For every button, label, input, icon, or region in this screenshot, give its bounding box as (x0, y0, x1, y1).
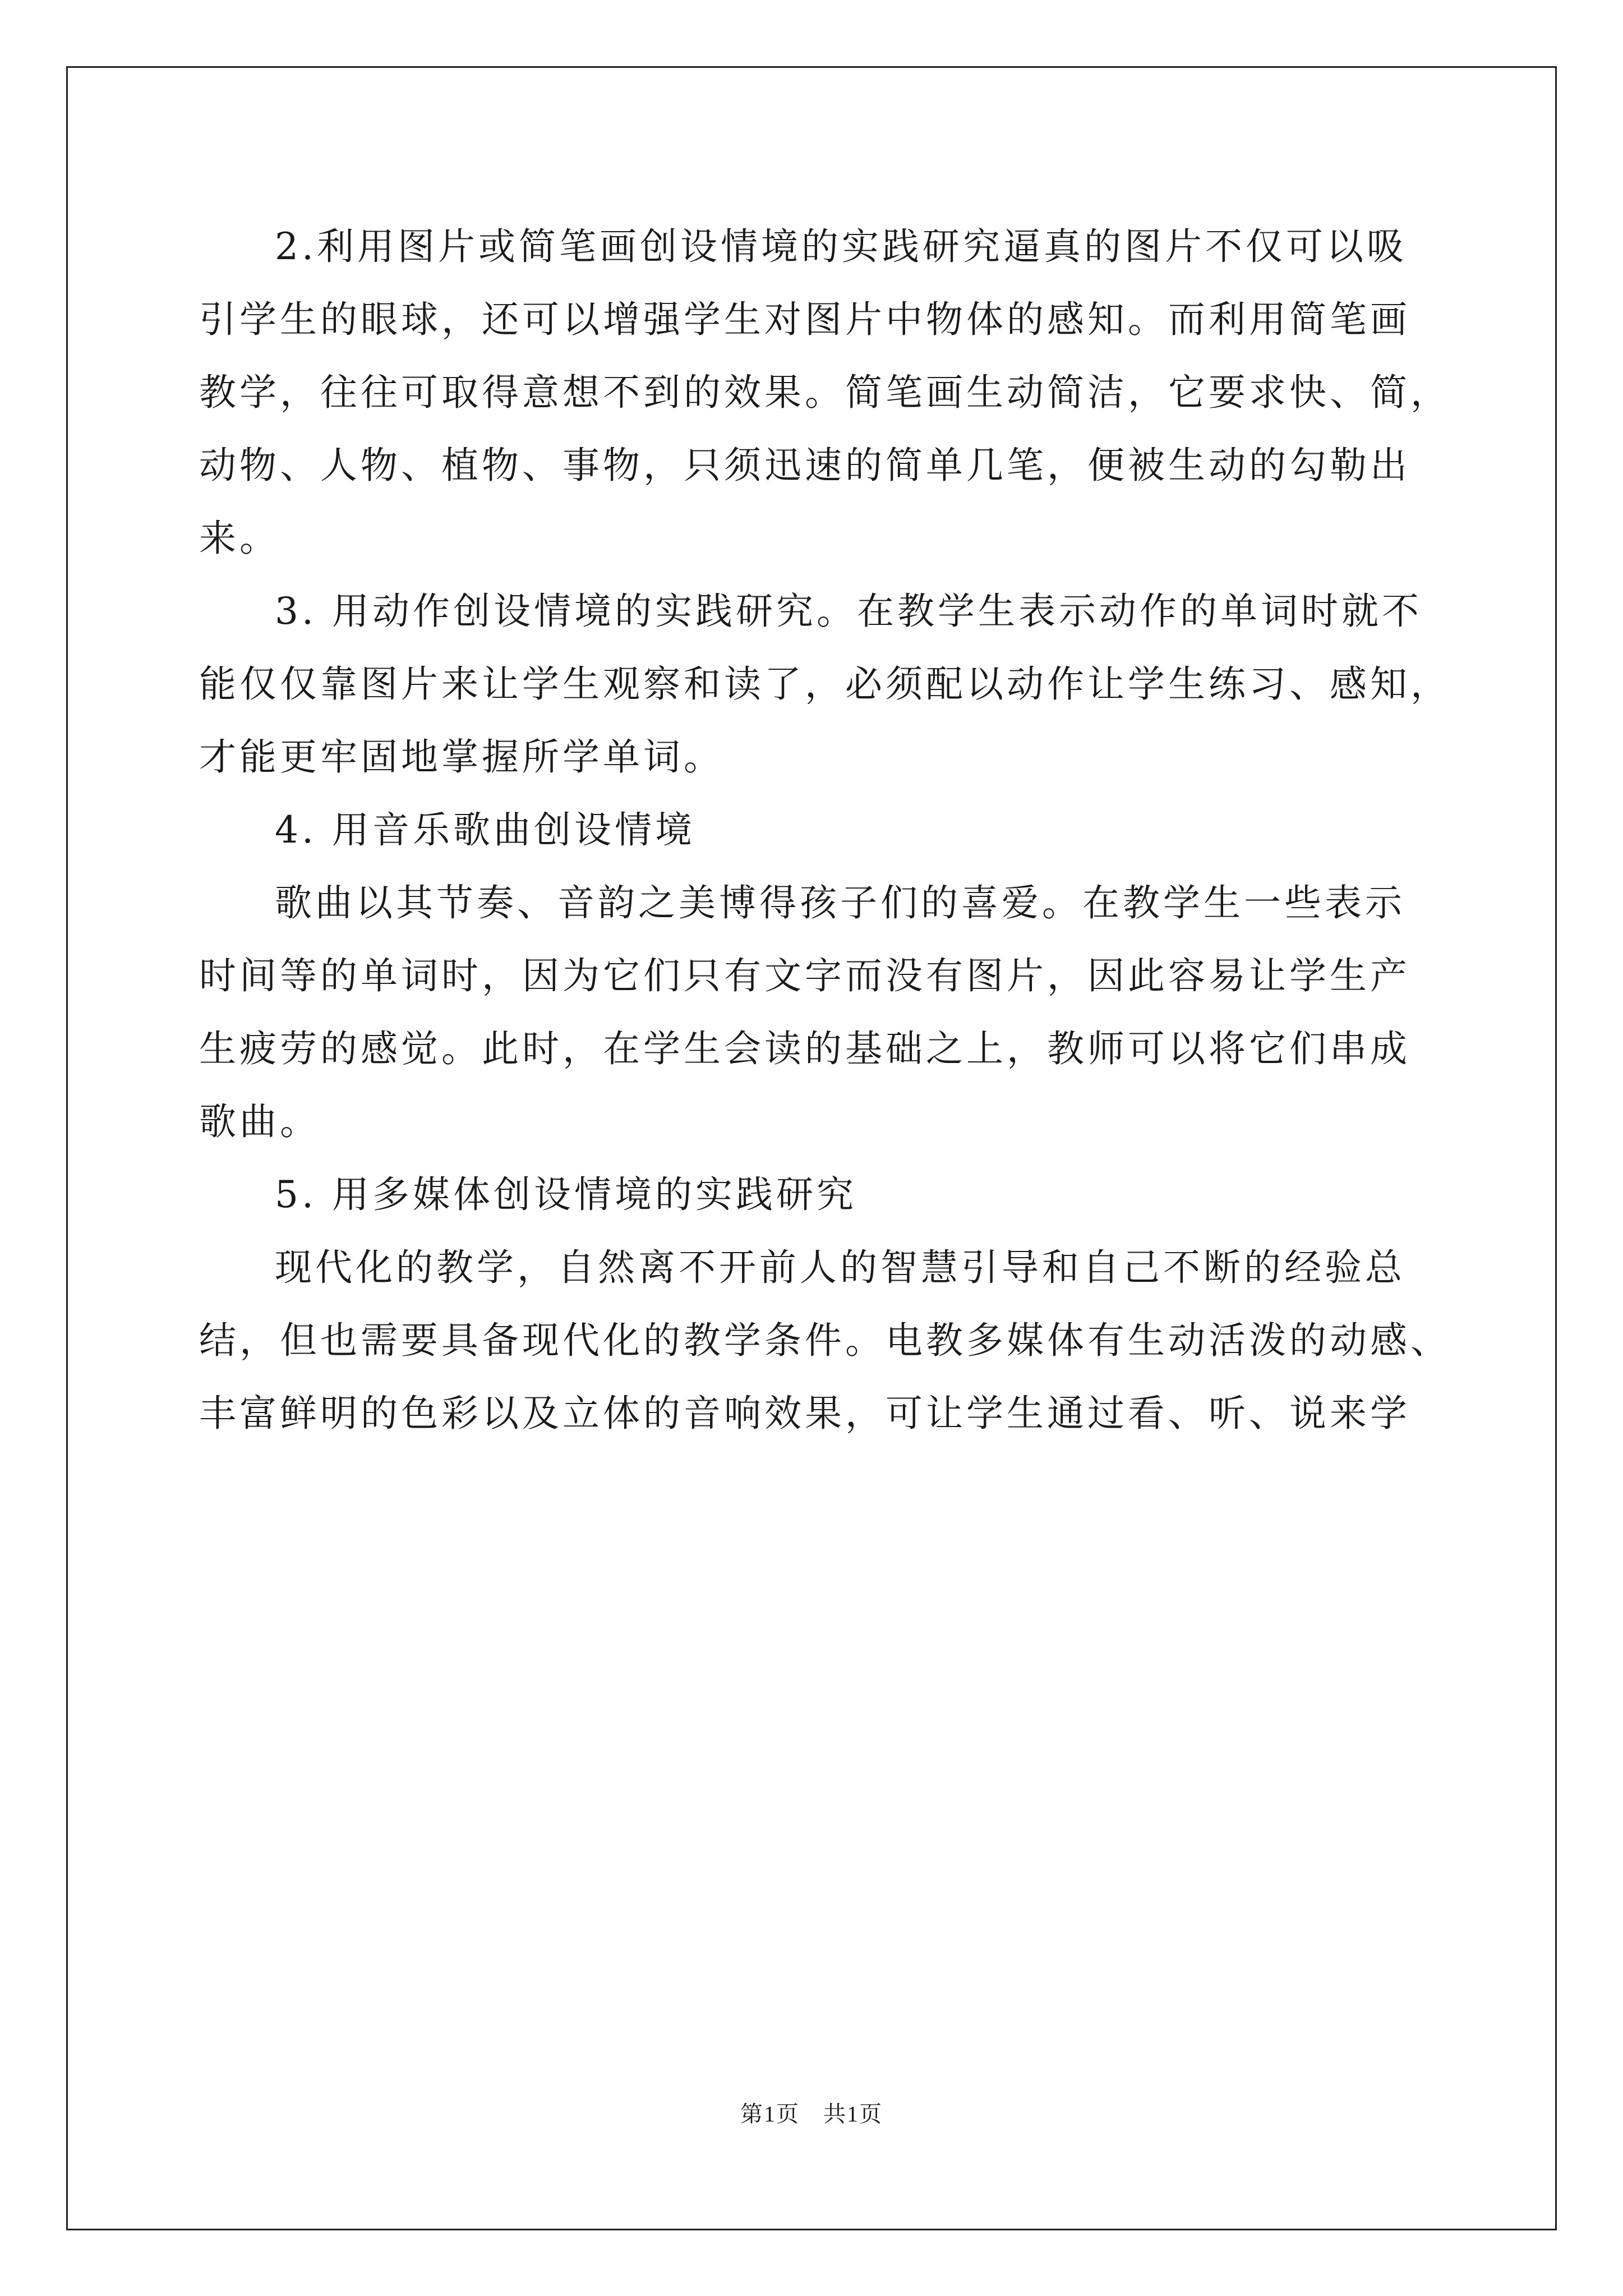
text-line: 时间等的单词时，因为它们只有文字而没有图片，因此容易让学生产 (199, 954, 1410, 997)
text-line: 现代化的教学，自然离不开前人的智慧引导和自己不断的经验总 (275, 1246, 1405, 1289)
document-body (199, 210, 1451, 1450)
text-line: 来。 (199, 517, 280, 560)
text-line: 才能更牢固地掌握所学单词。 (199, 735, 724, 779)
paragraph-action (199, 575, 1451, 794)
section-heading: 5. 用多媒体创设情境的实践研究 (275, 1173, 857, 1216)
text-line: 2.利用图片或简笔画创设情境的实践研究逼真的图片不仅可以吸 (275, 225, 1407, 268)
paragraph-multimedia (199, 1231, 1451, 1450)
text-line: 教学，往往可取得意想不到的效果。简笔画生动简洁，它要求快、简， (199, 371, 1451, 414)
text-line: 结，但也需要具备现代化的教学条件。电教多媒体有生动活泼的动感、 (199, 1319, 1451, 1362)
paragraph-picture-drawing (199, 210, 1451, 575)
paragraph-music (199, 867, 1433, 1158)
text-line: 丰富鲜明的色彩以及立体的音响效果，可让学生通过看、听、说来学 (199, 1392, 1410, 1435)
text-line: 动物、人物、植物、事物，只须迅速的简单几笔，便被生动的勾勒出 (199, 444, 1410, 487)
text-line: 歌曲以其节奏、音韵之美博得孩子们的喜爱。在教学生一些表示 (275, 881, 1405, 924)
heading-music (199, 794, 1433, 867)
text-line: 生疲劳的感觉。此时，在学生会读的基础之上，教师可以将它们串成 (199, 1027, 1410, 1070)
page-number-footer: 第1页 共1页 (740, 2101, 883, 2127)
text-line: 引学生的眼球，还可以增强学生对图片中物体的感知。而利用简笔画 (199, 298, 1410, 341)
heading-multimedia (199, 1158, 1433, 1231)
text-line: 能仅仅靠图片来让学生观察和读了，必须配以动作让学生练习、感知， (199, 662, 1451, 706)
text-line: 3. 用动作创设情境的实践研究。在教学生表示动作的单词时就不 (275, 590, 1422, 633)
text-line: 歌曲。 (199, 1100, 320, 1143)
section-heading: 4. 用音乐歌曲创设情境 (275, 808, 695, 852)
